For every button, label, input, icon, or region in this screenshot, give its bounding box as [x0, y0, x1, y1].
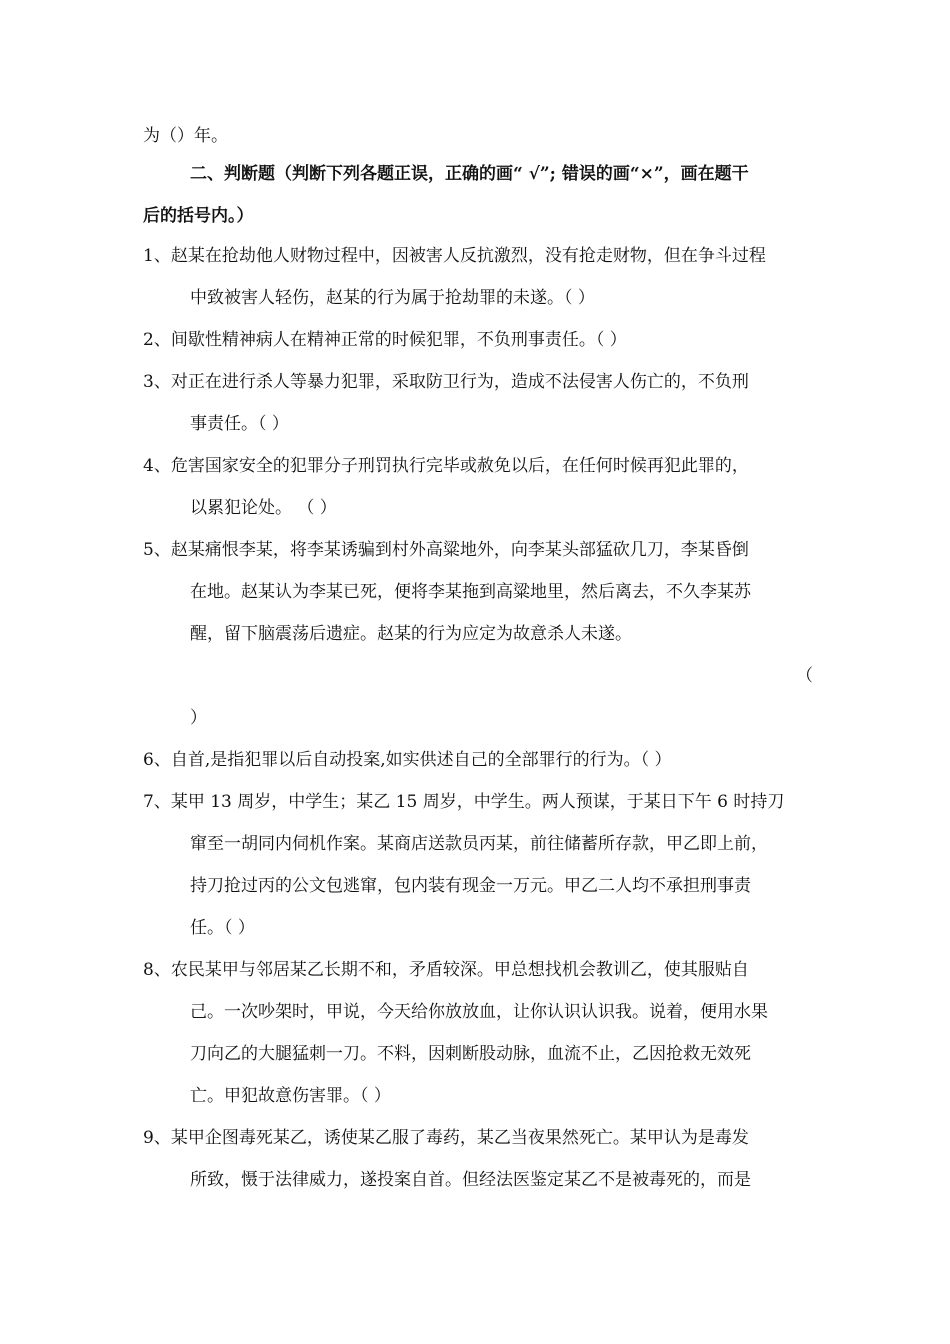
question-4-continued: 以累犯论处。 （ ） [190, 498, 337, 518]
question-7-continued: 任。（ ） [190, 918, 255, 938]
question-3-continued: 事责任。（ ） [190, 414, 289, 434]
question-1: 1、赵某在抢劫他人财物过程中，因被害人反抗激烈，没有抢走财物，但在争斗过程 [143, 246, 766, 266]
question-8-continued: 亡。甲犯故意伤害罪。（ ） [190, 1086, 391, 1106]
section-heading-continued: 后的括号内。） [143, 206, 254, 226]
question-8-continued: 刀向乙的大腿猛刺一刀。不料，因刺断股动脉，血流不止，乙因抢救无效死 [190, 1044, 751, 1064]
question-3: 3、对正在进行杀人等暴力犯罪，采取防卫行为，造成不法侵害人伤亡的，不负刑 [143, 372, 749, 392]
text-line: 为（）年。 [143, 126, 228, 146]
question-6: 6、自首,是指犯罪以后自动投案,如实供述自己的全部罪行的行为。（ ） [143, 750, 672, 770]
question-7-continued: 窜至一胡同内伺机作案。某商店送款员丙某，前往储蓄所存款，甲乙即上前， [190, 834, 768, 854]
question-7: 7、某甲 13 周岁，中学生；某乙 15 周岁，中学生。两人预谋，于某日下午 6 时持刀 [143, 792, 785, 812]
question-9: 9、某甲企图毒死某乙，诱使某乙服了毒药，某乙当夜果然死亡。某甲认为是毒发 [143, 1128, 749, 1148]
question-8-continued: 己。一次吵架时，甲说，今天给你放放血，让你认识认识我。说着，便用水果 [190, 1002, 768, 1022]
answer-bracket-open: （ [796, 666, 813, 686]
question-8: 8、农民某甲与邻居某乙长期不和，矛盾较深。甲总想找机会教训乙，使其服贴自 [143, 960, 749, 980]
section-heading: 二、判断题（判断下列各题正误，正确的画“ √”; 错误的画“×”，画在题干 [190, 164, 749, 184]
question-5: 5、赵某痛恨李某，将李某诱骗到村外高粱地外，向李某头部猛砍几刀，李某昏倒 [143, 540, 749, 560]
question-9-continued: 所致，慑于法律威力，遂投案自首。但经法医鉴定某乙不是被毒死的，而是 [190, 1170, 751, 1190]
question-5-continued: 醒，留下脑震荡后遗症。赵某的行为应定为故意杀人未遂。 [190, 624, 632, 644]
question-5-continued: 在地。赵某认为李某已死，便将李某拖到高粱地里，然后离去，不久李某苏 [190, 582, 751, 602]
question-1-continued: 中致被害人轻伤，赵某的行为属于抢劫罪的未遂。（ ） [190, 288, 595, 308]
question-4: 4、危害国家安全的犯罪分子刑罚执行完毕或赦免以后，在任何时候再犯此罪的， [143, 456, 749, 476]
answer-bracket-close: ） [190, 708, 207, 728]
question-2: 2、间歇性精神病人在精神正常的时候犯罪，不负刑事责任。（ ） [143, 330, 627, 350]
question-7-continued: 持刀抢过丙的公文包逃窜，包内装有现金一万元。甲乙二人均不承担刑事责 [190, 876, 751, 896]
